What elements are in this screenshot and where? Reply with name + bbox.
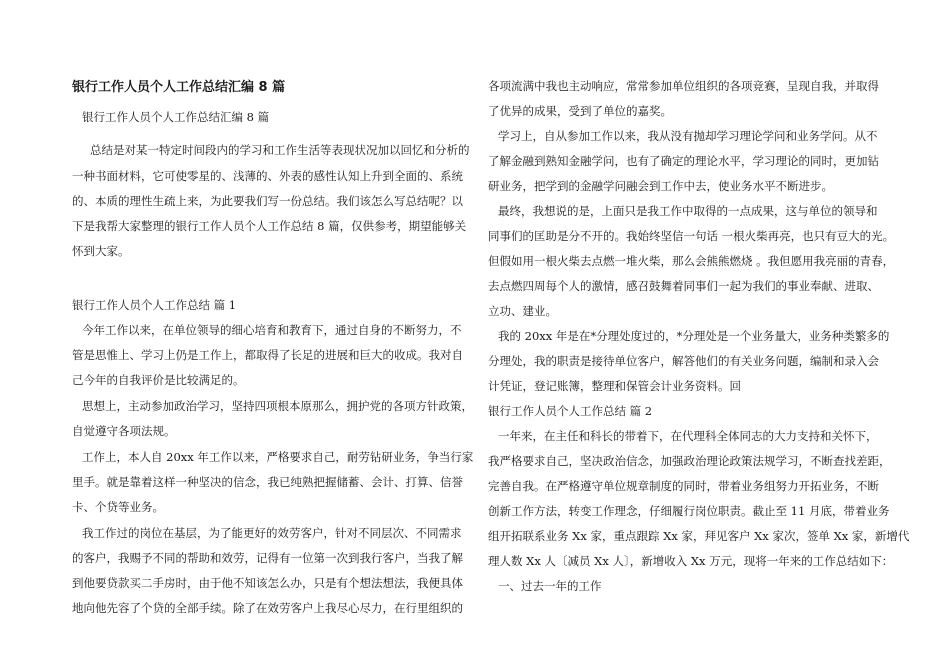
right-text-line: 了解金融到熟知金融学问，也有了确定的理论水平，学习理论的同时，更加钻: [488, 154, 879, 168]
left-text-line: 的客户，我赐予不同的帮助和效劳，记得有一位第一次到我行客户，当我了解: [72, 551, 463, 565]
left-text-line: 工作上，本人自 20xx 年工作以来，严格要求自己，耐劳钻研业务，争当行家: [82, 450, 474, 464]
left-text-line: 卡、个贷等业务。: [72, 500, 164, 514]
left-text-line: 管是思惟上、学习上仍是工作上，都取得了长足的进展和巨大的收成。我对自: [72, 348, 463, 362]
left-text-line: 怀到大家。: [72, 244, 130, 258]
right-text-line: 但假如用一根火柴去点燃一堆火柴，那么会熊熊燃烧 。我但愿用我亮丽的青春，: [488, 254, 895, 268]
left-text-line: 己今年的自我评价是比较满足的。: [72, 373, 245, 387]
left-text-line: 一种书面材料，它可使零星的、浅薄的、外表的感性认知上升到全面的、系统: [72, 169, 463, 183]
right-text-line: 一、过去一年的工作: [498, 579, 602, 593]
right-text-line: 银行工作人员个人工作总结 篇 2: [488, 404, 653, 418]
right-text-line: 我的 20xx 年是在*分理处度过的，*分理处是一个业务量大，业务种类繁多的: [498, 329, 890, 343]
right-text-line: 分理处，我的职责是接待单位客户，解答他们的有关业务问题，编制和录入会: [488, 354, 879, 368]
right-text-line: 理人数 Xx 人〔减员 Xx 人〕，新增收入 Xx 万元，现将一年来的工作总结如下：: [488, 554, 894, 568]
left-text-line: 思想上，主动参加政治学习，坚持四项根本原那么，拥护党的各项方针政策，: [82, 399, 473, 413]
right-text-line: 创新工作方法，转变工作理念，仔细履行岗位职责。截止至 11 月底，带着业务: [488, 504, 890, 518]
right-text-line: 组开拓联系业务 Xx 家，重点跟踪 Xx 家，拜见客户 Xx 家次，签单 Xx 家，新增代: [488, 529, 910, 543]
left-text-line: 自觉遵守各项法规。: [72, 424, 176, 438]
right-text-line: 立功、建业。: [488, 304, 557, 318]
right-text-line: 我严格要求自己，坚决政治信念，加强政治理论政策法规学习，不断查找差距，: [488, 454, 891, 468]
left-text-line: 的、本质的理性生疏上来，为此要我们写一份总结。我们该怎么写总结呢？以: [72, 194, 463, 208]
left-text-line: 银行工作人员个人工作总结 篇 1: [72, 298, 237, 312]
left-text-line: 我工作过的岗位在基层，为了能更好的效劳客户，针对不同层次、不同需求: [82, 526, 462, 540]
left-text-line: 里手。就是靠着这样一种坚决的信念，我已纯熟把握储蓄、会计、打算、信誉: [72, 475, 463, 489]
left-text-line: 到他要贷款买二手房时，由于他不知该怎么办，只是有个想法想法，我便具体: [72, 576, 463, 590]
right-text-line: 各项流满中我也主动响应，常常参加单位组织的各项竞赛，呈现自我，并取得: [488, 79, 879, 93]
left-text-line: 地向他先容了个贷的全部手续。除了在效劳客户上我尽心尽力，在行里组织的: [72, 601, 463, 615]
right-text-line: 同事们的匡助是分不开的。我始终坚信一句话 一根火柴再亮，也只有豆大的光。: [488, 229, 895, 243]
right-text-line: 研业务，把学到的金融学问融会到工作中去，使业务水平不断进步。: [488, 179, 833, 193]
left-text-line: 今年工作以来，在单位领导的细心培育和教育下，通过自身的不断努力，不: [82, 323, 462, 337]
left-text-line: 下是我帮大家整理的银行工作人员个人工作总结 8 篇，仅供参考，期望能够关: [72, 219, 467, 233]
right-text-line: 去点燃四周每个人的激情，感召鼓舞着同事们一起为我们的事业奉献、进取、: [488, 279, 879, 293]
right-text-line: 学习上，自从参加工作以来，我从没有抛却学习理论学问和业务学问。从不: [498, 129, 878, 143]
document-title: 银行工作人员个人工作总结汇编 8 篇: [72, 80, 286, 95]
right-text-line: 最终，我想说的是，上面只是我工作中取得的一点成果，这与单位的领导和: [498, 204, 878, 218]
right-text-line: 一年来，在主任和科长的带着下，在代理科全体同志的大力支持和关怀下，: [498, 429, 878, 443]
left-text-line: 总结是对某一特定时间段内的学习和工作生活等表现状况加以回忆和分析的: [90, 143, 470, 157]
left-text-line: 银行工作人员个人工作总结汇编 8 篇: [82, 110, 270, 124]
right-text-line: 计凭证，登记账簿，整理和保管会计业务资料。回: [488, 379, 741, 393]
right-text-line: 了优异的成果，受到了单位的嘉奖。: [488, 104, 672, 118]
right-text-line: 完善自我。在严格遵守单位规章制度的同时，带着业务组努力开拓业务，不断: [488, 479, 879, 493]
